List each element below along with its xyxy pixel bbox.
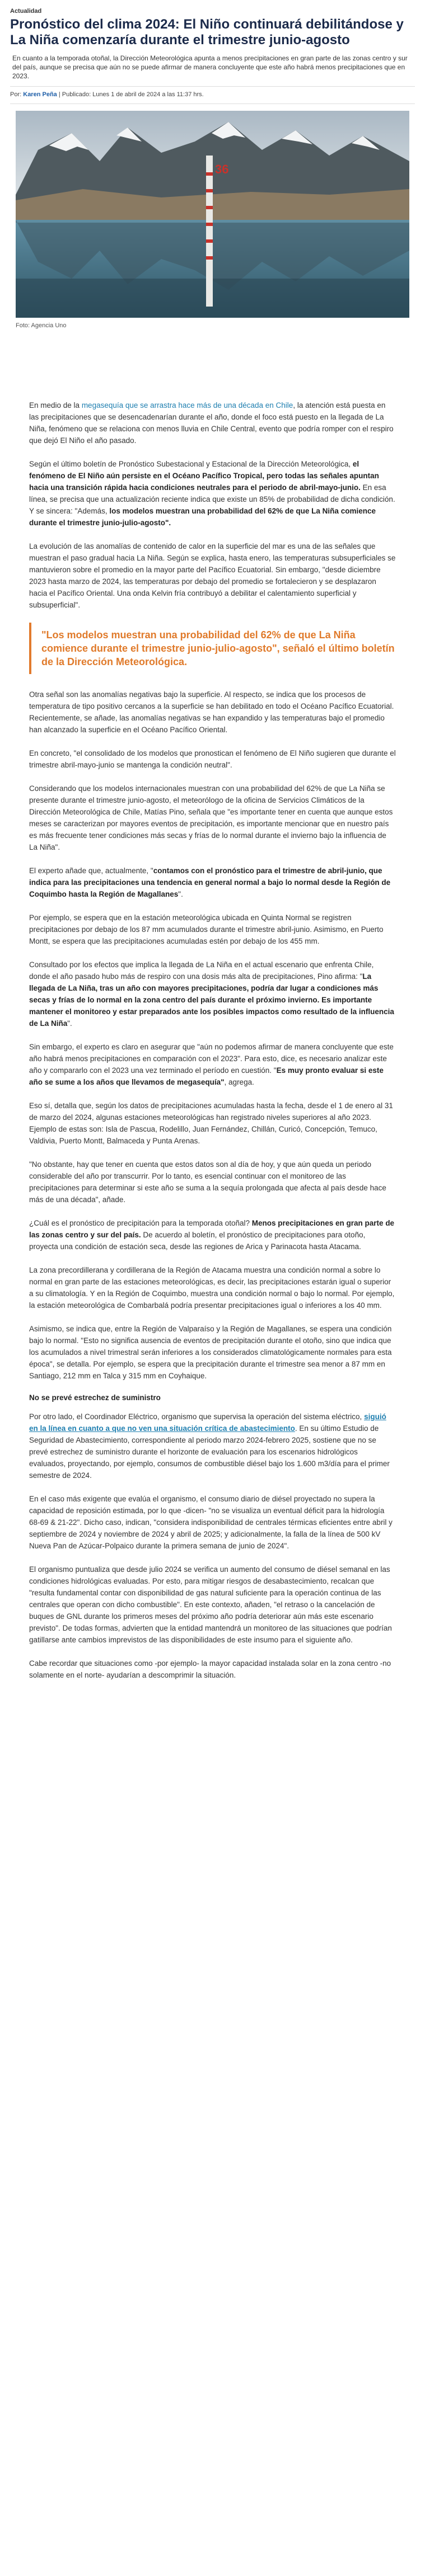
paragraph-16: Por otro lado, el Coordinador Eléctrico, organismo que supervisa la operación del sistema eléctrico, siguió en la línea en cuanto a que no ven una situación crítica de abastecimiento. En su último Estudio de Seguridad de Abastecimiento, correspondiente al periodo marzo 2024-febrero 2025, sostiene que no se prevé estrechez de suministro durante el horizonte de evaluación para los escenarios hidrológicos evaluados, proyectando, por ejemplo, consumos de combustible diésel bajo los 1.600 m3/día para el primer semestre de 2024. xyxy=(29,1412,390,1480)
ad-spacer xyxy=(0,333,425,399)
paragraph-8: Por ejemplo, se espera que en la estación meteorológica ubicada en Quinta Normal se registren precipitaciones por debajo de los 87 mm acumulados durante el trimestre abril-junio. Asimismo, en Puerto Montt, se espera que las precipitaciones acumuladas estén por debajo de los 455 mm. xyxy=(29,913,384,945)
paragraph-6: Considerando que los modelos internacionales muestran con una probabilidad del 62% de que La Niña se presente durante el trimestre junio-agosto, el meteorólogo de la oficina de Servicios Climáticos de la Dirección Meteorológica de Chile, Matías Pino, señala que "es importante tener en cuenta que aunque estos meses se caracterizan por mayores eventos de precipitación, es importante mencionar que en nuestro país es más frecuente tener condiciones más secas y frías de lo normal durante el invierno bajo la influencia de La Niña". xyxy=(29,784,393,851)
paragraph-19: Cabe recordar que situaciones como -por ejemplo- la mayor capacidad instalada solar en la zona centro -no solamente en el norte- ayudarían a descomprimir la situación. xyxy=(29,1659,391,1679)
paragraph-9: Consultado por los efectos que implica la llegada de La Niña en el actual escenario que enfrenta Chile, donde el año pasado hubo más de respiro con una dosis más alta de precipitaciones, Pino afirma: "La llegada de La Niña, tras un año con mayores precipitaciones, podría dar lugar a condiciones más secas y frías de lo normal en la zona centro del país durante el próximo invierno. Es importante mantener el monitoreo y estar preparados ante los posibles impactos como resultado de la influencia de La Niña". xyxy=(29,960,394,1028)
author-link[interactable]: Karen Peña xyxy=(23,91,57,98)
paragraph-1: En medio de la megasequía que se arrastra hace más de una década en Chile, la atención está puesta en las precipitaciones que se desencadenarían durante el año, donde el foco está puesto en la llegada de La Niña, fenómeno que se relaciona con menos lluvia en Chile Central, evento que podría romper con el respiro que dejó El Niño el año pasado. xyxy=(29,401,394,445)
paragraph-17: En el caso más exigente que evalúa el organismo, el consumo diario de diésel proyectado no supera la capacidad de reposición estimada, por lo que -dicen- "no se visualiza un eventual déficit para la hidrología 68-69 & 21-22". Dicho caso, indican, "considera indisponibilidad de centrales térmicas eficientes entre abril y septiembre de 2024 y noviembre de 2024 y abril de 2025; y adicionalmente, la falla de la línea de 500 kV Nueva Pan de Azúcar-Polpaico durante la primera semana de junio de 2024". xyxy=(29,1495,393,1550)
reservoir-photo-illustration xyxy=(16,111,409,318)
megasequia-link[interactable]: megasequía que se arrastra hace más de una década en Chile xyxy=(81,401,293,409)
article-header xyxy=(0,0,425,104)
paragraph-5: En concreto, "el consolidado de los modelos que pronostican el fenómeno de El Niño sugieren que durante el trimestre abril-mayo-junio se mantenga la condición neutral". xyxy=(29,749,396,769)
section-kicker[interactable]: Actualidad xyxy=(10,8,42,15)
byline-prefix: Por: xyxy=(10,91,22,98)
paragraph-12: "No obstante, hay que tener en cuenta que estos datos son al día de hoy, y que aún queda un periodo considerable del año por transcurrir. Por lo tanto, es esencial continuar con el monitoreo de las precipitaciones para determinar si este año se suma a la sequía prolongada que afecta al país desde hace más de una década", añade. xyxy=(29,1160,386,1204)
paragraph-4: Otra señal son las anomalías negativas bajo la superficie. Al respecto, se indica que los procesos de temperatura de tipo positivo cercanos a la superficie se han debilitado en todo el Océano Pacífico Ecuatorial. Recientemente, se añade, las anomalías negativas se han expandido y las temperaturas bajo el promedio han alcanzado la superficie en el Océano Pacífico Oriental. xyxy=(29,690,394,734)
article-figure xyxy=(0,104,425,333)
paragraph-10: Sin embargo, el experto es claro en asegurar que "aún no podemos afirmar de manera concluyente que este año habrá menos precipitaciones en comparación con el 2023". Para esto, dice, es necesario analizar este año y compararlo con el 2023 una vez terminado el período en cuestión. "Es muy pronto evaluar si este año se sume a los años que llevamos de megasequía", agrega. xyxy=(29,1043,394,1086)
paragraph-3: La evolución de las anomalías de contenido de calor en la superficie del mar es una de las señales que muestran el paso gradual hacia La Niña. Según se explica, hasta enero, las temperaturas subsuperficiales se mantuvieron sobre el promedio en la mayor parte del Pacífico Ecuatorial. Sin embargo, "desde diciembre 2023 hasta marzo de 2024, las temperaturas por debajo del promedio se fortalecieron y se desplazaron hacia el Pacífico Oriental. Una onda Kelvin fría contribuyó a debilitar el calentamiento superficial y subsuperficial". xyxy=(29,542,396,609)
pull-quote xyxy=(29,623,396,674)
article-title: Pronóstico del clima 2024: El Niño continuará debilitándose y La Niña comenzaría durante el trimestre junio-agosto xyxy=(10,17,404,48)
abastecimiento-link[interactable]: siguió en la línea en cuanto a que no ven una situación crítica de abastecimiento xyxy=(29,1412,386,1433)
paragraph-7: El experto añade que, actualmente, "contamos con el pronóstico para el trimestre de abril-junio, que indica para las precipitaciones una tendencia en general normal a bajo lo normal desde la Región de Coquimbo hasta la Región de Magallanes". xyxy=(29,866,391,898)
photo-caption: Foto: Agencia Uno xyxy=(16,322,67,329)
article-lead: En cuanto a la temporada otoñal, la Dirección Meteorológica apunta a menos precipitaciones en gran parte de las zonas centro y sur del país, aunque se precisa que aún no se puede afirmar de manera concluyente que este año habrá menos precipitaciones que en 2023. xyxy=(10,54,415,87)
paragraph-13: ¿Cuál es el pronóstico de precipitación para la temporada otoñal? Menos precipitaciones en gran parte de las zonas centro y sur del país. De acuerdo al boletín, el pronóstico de precipitaciones para otoño, proyecta una condición de estación seca, desde las regiones de Arica y Parinacota hasta Atacama. xyxy=(29,1219,395,1251)
section-subheading: No se prevé estrechez de suministro xyxy=(29,1393,161,1402)
publish-date: | Publicado: Lunes 1 de abril de 2024 a las 11:37 hrs. xyxy=(58,91,204,98)
pull-quote-text: "Los modelos muestran una probabilidad del 62% de que La Niña comience durante el trimestre junio-julio-agosto", señaló el último boletín de la Dirección Meteorológica. xyxy=(41,629,395,667)
paragraph-2: Según el último boletín de Pronóstico Subestacional y Estacional de la Dirección Meteorológica, el fenómeno de El Niño aún persiste en el Océano Pacífico Tropical, pero todas las señales apuntan hacia una transición rápida hacia condiciones neutrales para el periodo de abril-mayo-junio. En esa línea, se precisa que una actualización reciente indica que existe un 85% de probabilidad de dicha condición. Y se sincera: "Además, los modelos muestran una probabilidad del 62% de que La Niña comience durante el trimestre junio-julio-agosto". xyxy=(29,460,395,527)
byline xyxy=(10,87,415,104)
paragraph-14: La zona precordillerana y cordillerana de la Región de Atacama muestra una condición normal a sobre lo normal en gran parte de las estaciones meteorológicas, es decir, las precipitaciones estarán igual o superior a su climatología. Y en la Región de Coquimbo, muestra una condición normal o bajo lo normal. Por ejemplo, la estación meteorológica de Combarbalá podría presentar precipitaciones igual o inferiores a los 40 mm. xyxy=(29,1266,395,1310)
article-photo xyxy=(16,111,409,318)
paragraph-11: Eso sí, detalla que, según los datos de precipitaciones acumuladas hasta la fecha, desde el 1 de enero al 31 de marzo del 2024, algunas estaciones meteorológicas han registrado niveles superiores al año 2023. Ejemplo de estas son: Isla de Pascua, Rodelillo, Juan Fernández, Chillán, Curicó, Concepción, Temuco, Valdivia, Puerto Montt, Balmaceda y Punta Arenas. xyxy=(29,1101,393,1145)
article-body xyxy=(0,399,425,1681)
water-level-marker-label: 36 xyxy=(215,162,229,176)
paragraph-15: Asimismo, se indica que, entre la Región de Valparaíso y la Región de Magallanes, se espera una condición bajo lo normal. "Esto no significa ausencia de eventos de precipitación durante el otoño, sino que indica que los acumulados a nivel trimestral serán inferiores a los considerados climatológicamente normales para esta época", se detalla. Por ejemplo, se espera que la precipitación durante el trimestre sea menor a 87 mm en Santiago, 212 mm en Talca y 315 mm en Coyhaique. xyxy=(29,1325,392,1380)
paragraph-18: El organismo puntualiza que desde julio 2024 se verifica un aumento del consumo de diésel semanal en las condiciones hidrológicas evaluadas. Por esto, para mitigar riesgos de desabastecimiento, recalcan que "resulta fundamental contar con disponibilidad de gas natural suficiente para la operación continua de las centrales que operan con dicho combustible". En este contexto, añaden, "el retraso o la cancelación de buques de GNL durante los primeros meses del próximo año podría deteriorar aún más este escenario previsto". De todas formas, advierten que la entidad mantendrá un monitoreo de las situaciones que podrían gatillarse ante cambios imprevistos de las disponibilidades de este insumo para el siguiente año. xyxy=(29,1565,392,1644)
